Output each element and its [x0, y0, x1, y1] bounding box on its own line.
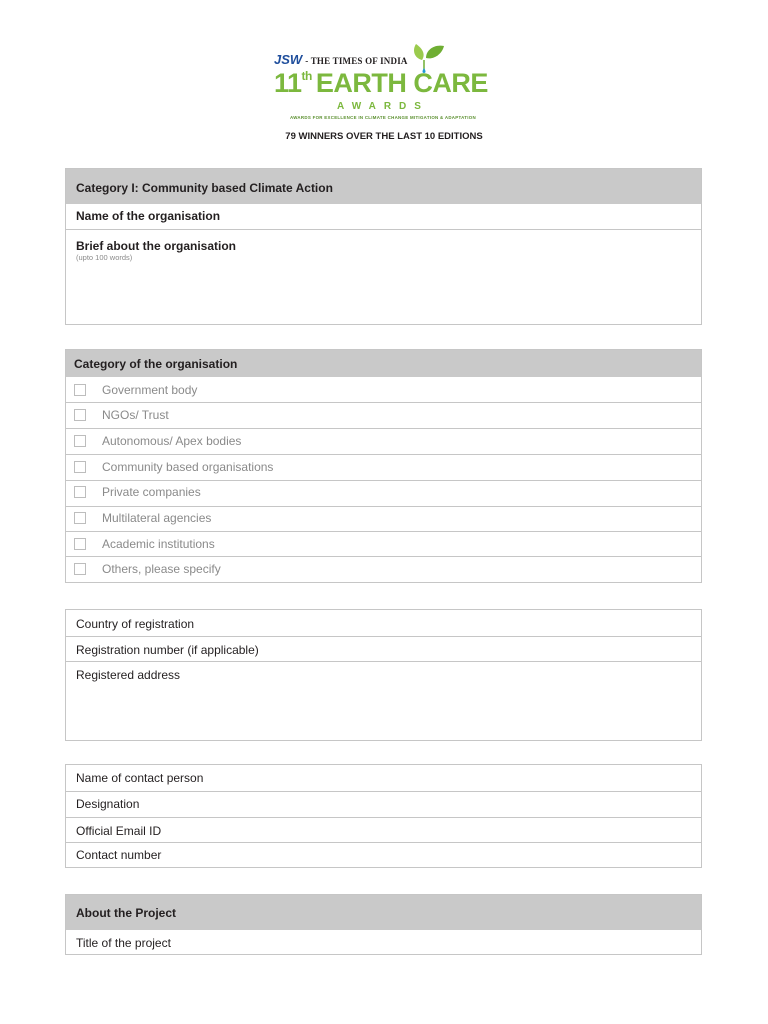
checkbox[interactable] — [74, 512, 86, 524]
field-label: Official Email ID — [76, 824, 162, 838]
option-label: Multilateral agencies — [102, 511, 212, 525]
checkbox[interactable] — [74, 486, 86, 498]
option-label: Private companies — [102, 485, 201, 499]
logo-partners: JSW - THE TIMES OF INDIA — [274, 52, 408, 67]
field-label: Registration number (if applicable) — [76, 643, 259, 657]
project-title-field[interactable] — [66, 930, 701, 954]
section-header-text: About the Project — [76, 906, 177, 920]
field-label: Name of contact person — [76, 771, 204, 785]
organisation-section — [65, 168, 702, 325]
option-label: Autonomous/ Apex bodies — [102, 434, 242, 448]
logo-tagline: AWARDS FOR EXCELLENCE IN CLIMATE CHANGE MITIGATION & ADAPTATION — [290, 115, 476, 120]
field-hint: (upto 100 words) — [76, 253, 133, 262]
checkbox[interactable] — [74, 563, 86, 575]
category-option[interactable] — [66, 507, 701, 532]
option-label: Community based organisations — [102, 460, 274, 474]
checkbox[interactable] — [74, 461, 86, 473]
logo-title-text: EARTH CARE — [315, 68, 488, 98]
logo-brand: JSW — [274, 52, 303, 67]
logo-edition: 11 — [274, 68, 302, 98]
category-option[interactable] — [66, 532, 701, 557]
logo-edition-suffix: th — [301, 69, 312, 83]
email-field[interactable] — [66, 818, 701, 843]
section-header — [66, 169, 701, 204]
field-label: Title of the project — [76, 936, 171, 950]
category-option[interactable] — [66, 481, 701, 507]
field-label: Contact number — [76, 848, 162, 862]
category-option[interactable] — [66, 403, 701, 429]
organisation-brief-field[interactable] — [66, 230, 701, 324]
checkbox[interactable] — [74, 538, 86, 550]
registration-number-field[interactable] — [66, 637, 701, 662]
option-label: Government body — [102, 383, 198, 397]
field-label: Name of the organisation — [76, 209, 221, 223]
section-header-text: Category of the organisation — [74, 357, 238, 371]
field-label: Designation — [76, 797, 140, 811]
field-label: Country of registration — [76, 617, 195, 631]
organisation-name-field[interactable] — [66, 204, 701, 230]
section-header — [66, 895, 701, 930]
organisation-category-section — [65, 349, 702, 583]
option-label: Others, please specify — [102, 562, 221, 576]
winners-subtitle: 79 WINNERS OVER THE LAST 10 EDITIONS — [285, 131, 483, 142]
registered-address-field[interactable] — [66, 662, 701, 740]
checkbox[interactable] — [74, 435, 86, 447]
logo-partner: THE TIMES OF INDIA — [310, 56, 408, 66]
category-option[interactable] — [66, 377, 701, 403]
project-section — [65, 894, 702, 955]
contact-name-field[interactable] — [66, 765, 701, 792]
category-option[interactable] — [66, 429, 701, 455]
section-header-text: Category I: Community based Climate Action — [76, 181, 333, 195]
designation-field[interactable] — [66, 792, 701, 818]
contact-number-field[interactable] — [66, 843, 701, 867]
option-label: NGOs/ Trust — [102, 408, 169, 422]
section-header — [66, 350, 701, 377]
field-label: Brief about the organisation — [76, 239, 237, 253]
registration-section — [65, 609, 702, 741]
category-option[interactable] — [66, 455, 701, 481]
logo-awards: AWARDS — [337, 101, 429, 112]
option-label: Academic institutions — [102, 537, 215, 551]
category-option[interactable] — [66, 557, 701, 582]
logo-title — [274, 68, 488, 99]
country-field[interactable] — [66, 610, 701, 637]
earth-care-awards-logo — [270, 42, 496, 126]
checkbox[interactable] — [74, 409, 86, 421]
checkbox[interactable] — [74, 384, 86, 396]
contact-section — [65, 764, 702, 868]
field-label: Registered address — [76, 668, 181, 682]
